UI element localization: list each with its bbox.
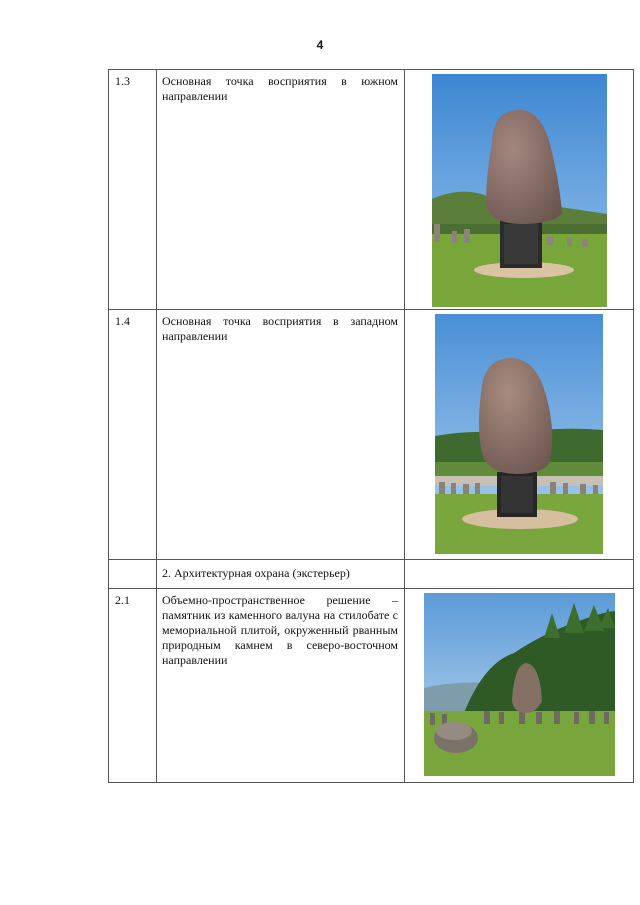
page-number: 4 [316, 38, 324, 52]
row-number: 1.4 [109, 310, 157, 560]
section-heading-text: 2. Архитектурная охрана (экстерьер) [162, 566, 350, 580]
row-number: 2.1 [109, 589, 157, 783]
document-table [108, 69, 634, 783]
photo-cell [405, 589, 634, 783]
table-row [109, 560, 634, 589]
row-number [109, 560, 157, 589]
table-row [109, 589, 634, 783]
empty-cell [405, 560, 634, 589]
row-description [157, 589, 405, 783]
table-row [109, 70, 634, 310]
monument-northeast-photo [424, 593, 615, 776]
row-number: 1.3 [109, 70, 157, 310]
table-row [109, 310, 634, 560]
photo-cell [405, 70, 634, 310]
row-description: Основная точка восприятия в южном направлении [157, 70, 405, 310]
row-description: Основная точка восприятия в западном направлении [157, 310, 405, 560]
boulder-monument-west-photo [435, 314, 603, 554]
photo-cell [405, 310, 634, 560]
boulder-monument-south-photo [432, 74, 607, 307]
row-description-text: Объемно-пространственное решение – памятник из каменного валуна на стилобате с мемориальной плитой, окруженный рванным природным камнем в северо-восточном направлении [162, 593, 398, 667]
section-heading [157, 560, 405, 589]
